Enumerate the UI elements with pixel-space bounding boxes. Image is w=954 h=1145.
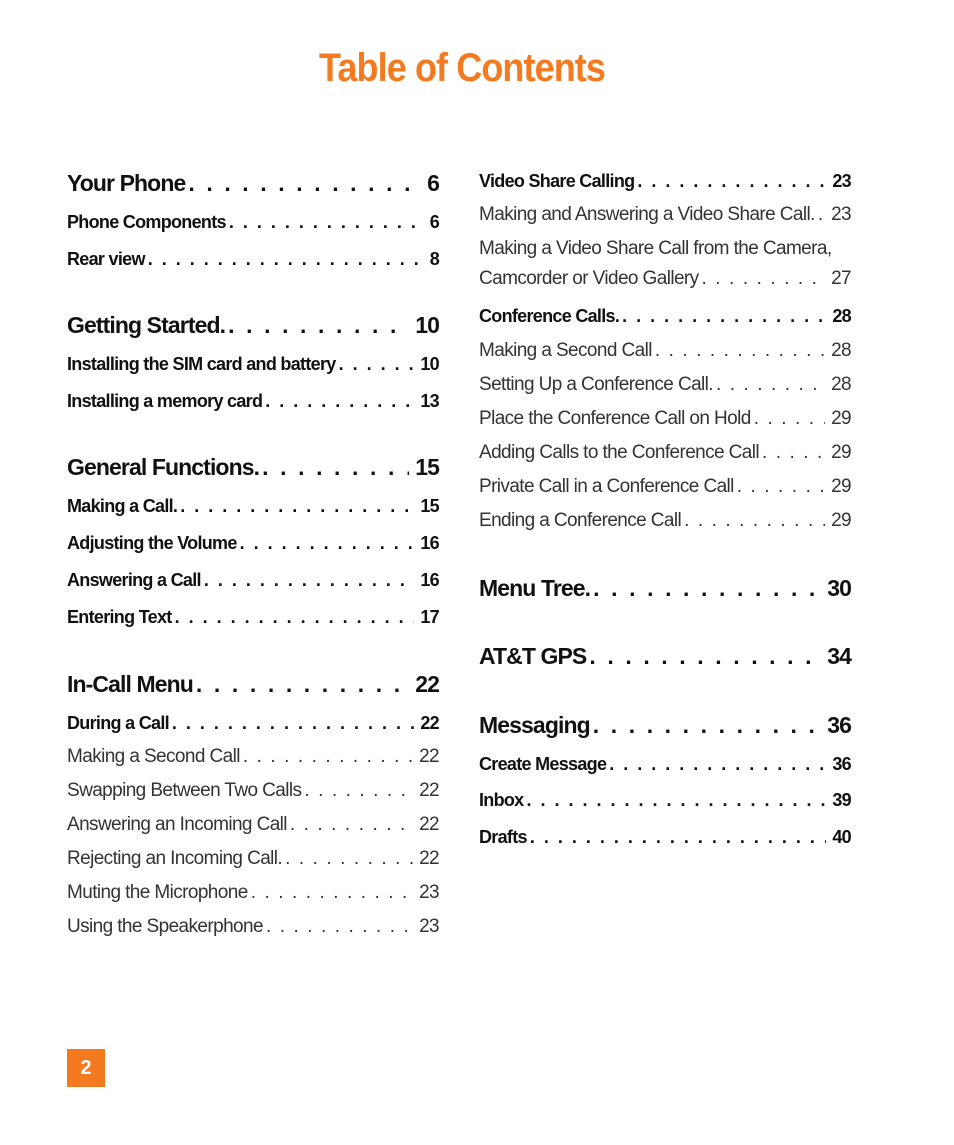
toc-entry-page: 34 xyxy=(827,643,851,669)
toc-entry-label: In-Call Menu xyxy=(67,671,193,697)
toc-entry-page: 22 xyxy=(415,671,439,697)
dot-leader xyxy=(737,476,825,498)
dot-leader xyxy=(304,780,413,802)
toc-entry-label: During a Call xyxy=(67,713,169,733)
toc-entry[interactable] xyxy=(479,408,851,430)
toc-entry-page: 39 xyxy=(832,790,851,810)
toc-entry-page: 13 xyxy=(420,391,439,411)
toc-entry[interactable] xyxy=(479,827,851,848)
toc-entry[interactable] xyxy=(67,391,439,412)
toc-entry-page: 15 xyxy=(415,454,439,480)
toc-entry-label: Adding Calls to the Conference Call xyxy=(479,442,760,463)
dot-leader xyxy=(229,212,424,233)
toc-entry-label: Using the Speakerphone xyxy=(67,916,263,937)
toc-entry-label-line1[interactable]: Making a Video Share Call from the Camera, xyxy=(479,238,832,259)
dot-leader xyxy=(702,268,826,290)
dot-leader xyxy=(762,442,825,464)
dot-leader xyxy=(285,848,413,870)
toc-entry-page: 27 xyxy=(831,268,851,289)
toc-entry-page: 8 xyxy=(429,249,439,269)
toc-entry-page: 22 xyxy=(419,814,439,835)
toc-entry-label: Video Share Calling xyxy=(479,171,635,191)
toc-entry-label: Camcorder or Video Gallery xyxy=(479,268,699,289)
toc-entry[interactable] xyxy=(479,790,851,811)
toc-entry-page: 40 xyxy=(832,827,851,847)
toc-entry-label: Entering Text xyxy=(67,607,172,627)
dot-leader xyxy=(593,712,821,739)
toc-entry-page: 36 xyxy=(827,712,851,738)
toc-entry-page: 22 xyxy=(419,848,439,869)
dot-leader xyxy=(262,454,409,481)
toc-entry-label: Rejecting an Incoming Call. xyxy=(67,848,283,869)
dot-leader xyxy=(188,170,421,197)
toc-entry-label: General Functions. xyxy=(67,454,260,480)
toc-entry-label: Create Message xyxy=(479,754,607,774)
toc-entry[interactable] xyxy=(67,671,439,698)
toc-entry-label: Making a Second Call xyxy=(67,746,240,767)
toc-entry[interactable] xyxy=(67,814,439,836)
dot-leader xyxy=(266,916,413,938)
toc-entry[interactable] xyxy=(67,533,439,554)
toc-entry[interactable] xyxy=(67,354,439,375)
toc-entry[interactable] xyxy=(479,204,851,226)
toc-entry-page: 23 xyxy=(419,882,439,903)
toc-entry[interactable] xyxy=(67,496,439,517)
dot-leader xyxy=(240,533,415,554)
dot-leader xyxy=(818,204,825,226)
toc-entry[interactable] xyxy=(479,510,851,532)
toc-entry-label: Menu Tree. xyxy=(479,575,591,601)
toc-entry-label: Phone Components xyxy=(67,212,226,232)
toc-entry-page: 36 xyxy=(832,754,851,774)
toc-entry-label: Making and Answering a Video Share Call. xyxy=(479,204,815,225)
dot-leader xyxy=(180,496,414,517)
page-title: Table of Contents xyxy=(318,46,606,90)
dot-leader xyxy=(609,754,826,775)
dot-leader xyxy=(339,354,415,375)
toc-entry-label: Conference Calls. xyxy=(479,306,620,326)
toc-entry[interactable] xyxy=(67,780,439,802)
toc-entry[interactable] xyxy=(67,916,439,938)
dot-leader xyxy=(196,671,409,698)
toc-entry[interactable] xyxy=(67,170,439,197)
toc-entry[interactable] xyxy=(67,249,439,270)
toc-entry-label: Inbox xyxy=(479,790,524,810)
toc-entry[interactable] xyxy=(479,340,851,362)
toc-entry-page: 15 xyxy=(420,496,439,516)
toc-entry[interactable] xyxy=(479,442,851,464)
toc-entry-label: Answering a Call xyxy=(67,570,201,590)
toc-entry-label: Making a Call. xyxy=(67,496,178,516)
toc-entry-label: Private Call in a Conference Call xyxy=(479,476,734,497)
toc-entry-label: Installing a memory card xyxy=(67,391,263,411)
dot-leader xyxy=(589,643,821,670)
dot-leader xyxy=(593,575,821,602)
toc-entry-page: 17 xyxy=(420,607,439,627)
dot-leader xyxy=(243,746,413,768)
toc-entry-page: 22 xyxy=(419,746,439,767)
toc-entry[interactable] xyxy=(479,575,851,602)
toc-entry-label: Your Phone xyxy=(67,170,186,196)
toc-entry-page: 29 xyxy=(831,510,851,531)
toc-entry[interactable] xyxy=(67,570,439,591)
toc-entry-label: Making a Second Call xyxy=(479,340,652,361)
toc-entry-page: 23 xyxy=(831,204,851,225)
dot-leader xyxy=(175,607,415,628)
toc-entry-page: 28 xyxy=(832,306,851,326)
dot-leader xyxy=(530,827,827,848)
toc-entry-page: 23 xyxy=(419,916,439,937)
toc-entry[interactable] xyxy=(479,712,851,739)
toc-entry-label: Muting the Microphone xyxy=(67,882,248,903)
toc-entry-page: 16 xyxy=(420,570,439,590)
dot-leader xyxy=(716,374,825,396)
toc-entry-label: Adjusting the Volume xyxy=(67,533,237,553)
toc-entry-label: Installing the SIM card and battery xyxy=(67,354,336,374)
toc-entry-page: 10 xyxy=(415,312,439,338)
toc-entry-label: Getting Started. xyxy=(67,312,226,338)
toc-entry[interactable] xyxy=(479,643,851,670)
dot-leader xyxy=(228,312,409,339)
toc-entry-page: 28 xyxy=(831,340,851,361)
toc-entry[interactable] xyxy=(67,746,439,768)
dot-leader xyxy=(172,713,414,734)
toc-entry[interactable] xyxy=(67,607,439,628)
toc-entry-page: 22 xyxy=(420,713,439,733)
toc-entry-page: 16 xyxy=(420,533,439,553)
toc-entry-label: Ending a Conference Call xyxy=(479,510,682,531)
toc-entry-label: Place the Conference Call on Hold xyxy=(479,408,751,429)
toc-entry-page: 10 xyxy=(420,354,439,374)
dot-leader xyxy=(148,249,424,270)
toc-entry-label: Answering an Incoming Call xyxy=(67,814,287,835)
dot-leader xyxy=(290,814,413,836)
dot-leader xyxy=(251,882,413,904)
toc-entry-page: 28 xyxy=(831,374,851,395)
toc-entry[interactable] xyxy=(67,713,439,734)
dot-leader xyxy=(265,391,414,412)
dot-leader xyxy=(204,570,415,591)
toc-entry-page: 29 xyxy=(831,442,851,463)
dot-leader xyxy=(527,790,827,811)
toc-entry[interactable] xyxy=(67,212,439,233)
toc-entry-page: 29 xyxy=(831,408,851,429)
toc-entry-label: Rear view xyxy=(67,249,145,269)
dot-leader xyxy=(684,510,825,532)
dot-leader xyxy=(637,171,826,192)
toc-entry-page: 23 xyxy=(832,171,851,191)
toc-entry-label: Drafts xyxy=(479,827,527,847)
toc-entry-page: 6 xyxy=(427,170,439,196)
toc-entry[interactable] xyxy=(479,268,851,290)
toc-entry[interactable] xyxy=(479,476,851,498)
page-number-badge: 2 xyxy=(67,1049,105,1087)
toc-entry[interactable] xyxy=(67,882,439,904)
toc-entry[interactable] xyxy=(479,374,851,396)
toc-entry-label: AT&T GPS xyxy=(479,643,587,669)
toc-entry-label: Setting Up a Conference Call. xyxy=(479,374,713,395)
toc-entry[interactable] xyxy=(479,306,851,327)
toc-entry-page: 29 xyxy=(831,476,851,497)
toc-entry-page: 22 xyxy=(419,780,439,801)
dot-leader xyxy=(655,340,825,362)
toc-entry[interactable] xyxy=(479,171,851,192)
toc-entry[interactable] xyxy=(67,848,439,870)
toc-entry[interactable] xyxy=(479,754,851,775)
toc-entry-label: Swapping Between Two Calls xyxy=(67,780,302,801)
toc-entry-page: 30 xyxy=(827,575,851,601)
dot-leader xyxy=(622,306,826,327)
toc-entry[interactable] xyxy=(67,312,439,339)
dot-leader xyxy=(754,408,825,430)
toc-entry-page: 6 xyxy=(429,212,439,232)
toc-entry-label: Messaging xyxy=(479,712,590,738)
toc-entry[interactable] xyxy=(67,454,439,481)
